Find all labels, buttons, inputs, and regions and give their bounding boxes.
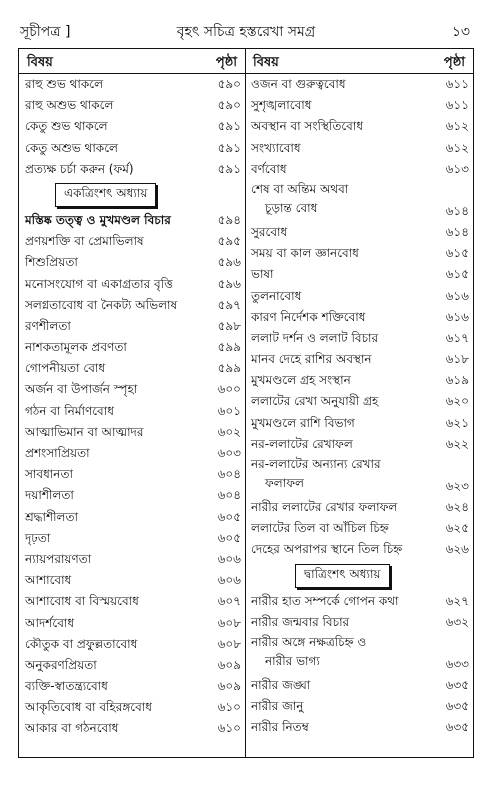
topic-line-continued: ফলাফল <box>265 476 304 490</box>
list-item <box>245 243 473 264</box>
list-item <box>19 116 245 137</box>
topic-text: মানব দেহে রাশির অবস্থান <box>251 352 372 367</box>
topic-text: নারীর জানু <box>251 699 304 714</box>
page-ref: ৬০৯ <box>217 679 241 694</box>
page-ref: ৬০৬ <box>217 573 241 588</box>
page-ref: ৬২৪ <box>445 500 469 514</box>
page-ref: ৫৯৫ <box>217 234 241 249</box>
page-ref: ৬০৪ <box>217 488 241 503</box>
list-item <box>245 74 473 95</box>
topic-text: নারীর জঙ্ঘা <box>251 677 311 692</box>
list-item <box>19 528 245 549</box>
page-ref: ৫৯১ <box>217 161 241 176</box>
page-ref: ৬১৯ <box>445 373 469 388</box>
list-item <box>245 159 473 180</box>
page-ref: ৫৯৬ <box>217 255 241 270</box>
page-ref: ৬১৩ <box>445 161 469 176</box>
page-ref: ৬১৪ <box>445 203 469 218</box>
topic-text: প্রণয়শক্তি বা প্রেমাভিলাষ <box>25 234 144 249</box>
topic-text: নাশকতামূলক প্রবণতা <box>25 340 127 355</box>
topic-text: সংখ্যাবোধ <box>251 140 301 155</box>
chapter-heading: দ্বাত্রিংশৎ অধ্যায় <box>295 564 390 588</box>
topic-text <box>251 180 348 218</box>
topic-line: নর-ললাটের অন্যান্য রেখার <box>251 457 381 471</box>
page-ref: ৬১১ <box>445 77 469 91</box>
topic-line-continued: চূড়ান্ত বোধ <box>265 200 318 215</box>
topic-text: তুলনাবোধ <box>251 288 302 303</box>
list-item <box>19 591 245 612</box>
topic-text: ব্যক্তি-স্বাতন্ত্র্যবোধ <box>25 679 108 694</box>
topic-text: আকৃতিবোধ বা বহিরঙ্গবোধ <box>25 700 153 715</box>
topic-text: মস্তিষ্ক তত্ত্ব ও মুখমণ্ডল বিচার <box>25 212 171 227</box>
topic-text: ললাটের তিল বা আঁচিল চিহ্ন <box>251 521 389 536</box>
list-item <box>245 518 473 539</box>
page-ref: ৬০০ <box>217 382 241 397</box>
list-item <box>19 295 245 316</box>
topic-text: কারণ নির্দেশক শক্তিবোধ <box>251 309 366 324</box>
topic-text: আদর্শবোধ <box>25 615 75 630</box>
page-ref: ৬২৫ <box>445 521 469 536</box>
page-ref: ৬১৭ <box>445 330 469 345</box>
right-column-header <box>245 49 473 74</box>
list-item <box>245 391 473 412</box>
topic-text: গঠন বা নির্মাণবোধ <box>25 403 114 418</box>
right-rows <box>245 74 473 739</box>
list-item <box>245 349 473 370</box>
page-ref: ৬২৬ <box>445 542 469 557</box>
page-ref: ৬৩৩ <box>445 656 469 671</box>
topic-text: সুরবোধ <box>251 224 288 239</box>
page-ref: ৬০২ <box>217 424 241 439</box>
page-ref: ৬০৩ <box>217 446 241 460</box>
list-item <box>19 138 245 159</box>
topic-text: কেতু শুভ থাকলে <box>25 119 108 134</box>
page-ref: ৫৯০ <box>217 77 241 91</box>
page-ref: ৬১৫ <box>445 267 469 282</box>
list-item <box>245 370 473 391</box>
book-title: বৃহৎ সচিত্র হস্তরেখা সমগ্র <box>176 24 316 40</box>
contents-table <box>18 48 474 758</box>
chapter-heading-row <box>19 180 245 210</box>
page-ref: ৬৩৫ <box>445 699 469 714</box>
list-item <box>19 485 245 506</box>
topic-text: নারীর ললাটের রেখার ফলাফল <box>251 500 398 514</box>
page-ref: ৬১৮ <box>445 352 469 367</box>
page-number: ১৩ <box>451 24 470 40</box>
list-item <box>245 612 473 633</box>
page-ref: ৬১২ <box>445 119 469 134</box>
topic-text: সুশৃঙ্খলাবোধ <box>251 98 312 113</box>
topic-text: শ্রদ্ধাশীলতা <box>25 509 78 524</box>
topic-text: মুখমণ্ডলে গ্রহ সংস্থান <box>251 373 351 388</box>
topic-text: দেহের অপরাপর স্থানে তিল চিহ্ন <box>251 542 403 557</box>
list-item <box>19 634 245 655</box>
page-ref: ৫৯১ <box>217 119 241 134</box>
topic-text: কৌতুক বা প্রফুল্লতাবোধ <box>25 636 138 651</box>
topic-header: বিষয় <box>27 55 53 70</box>
topic-text: ন্যায়পরায়ণতা <box>25 551 92 566</box>
list-item <box>19 613 245 634</box>
topic-text: সময় বা কাল জ্ঞানবোধ <box>251 246 359 261</box>
list-item <box>245 307 473 328</box>
topic-text: রাহু শুভ থাকলে <box>25 77 104 91</box>
topic-text: অবস্থান বা সংস্থিতিবোধ <box>251 119 364 134</box>
list-item <box>245 95 473 116</box>
list-item <box>245 413 473 434</box>
page-ref: ৬১৬ <box>445 288 469 303</box>
chapter-heading-row <box>245 561 473 591</box>
topic-header: বিষয় <box>253 55 279 70</box>
left-column-header <box>19 49 245 74</box>
page-ref: ৬০৬ <box>217 551 241 566</box>
page-ref: ৫৯৪ <box>217 212 241 227</box>
list-item <box>19 231 245 252</box>
page-ref: ৫৯৯ <box>217 361 241 376</box>
page-ref: ৬১৫ <box>445 246 469 261</box>
topic-text: বর্ণবোধ <box>251 161 287 176</box>
topic-text <box>251 633 366 671</box>
page-ref: ৬০৪ <box>217 467 241 482</box>
list-item <box>245 116 473 137</box>
topic-text: সাবধানতা <box>25 467 73 482</box>
page-header-label: পৃষ্ঠা <box>215 55 237 70</box>
list-item <box>245 696 473 717</box>
list-item <box>19 159 245 180</box>
list-item <box>19 570 245 591</box>
topic-text: সলগ্নতাবোধ বা নৈকট্য অভিলাষ <box>25 297 178 312</box>
topic-text: প্রত্যক্ষ চর্চা করুন (ফর্ম) <box>25 161 134 176</box>
page-ref: ৬০৭ <box>217 594 241 609</box>
page-ref: ৬১০ <box>217 721 241 736</box>
topic-text: আশাবোধ <box>25 573 72 588</box>
topic-text: আকার বা গঠনবোধ <box>25 721 119 736</box>
list-item <box>245 138 473 159</box>
page-ref: ৬২১ <box>445 415 469 430</box>
section-label: সূচীপত্র ] <box>20 24 71 40</box>
topic-text: রণশীলতা <box>25 318 71 333</box>
page-ref: ৫৯৯ <box>217 340 241 355</box>
page-ref: ৬৩৫ <box>445 720 469 735</box>
page-ref: ৫৯৬ <box>217 276 241 291</box>
page-ref: ৬২৩ <box>445 479 469 493</box>
left-column <box>19 49 246 757</box>
list-item <box>245 717 473 738</box>
page-ref: ৬১২ <box>445 140 469 155</box>
list-item <box>19 507 245 528</box>
page-ref: ৫৯৭ <box>217 297 241 312</box>
page-ref: ৫৯৮ <box>217 318 241 333</box>
list-item <box>19 252 245 273</box>
list-item <box>245 539 473 560</box>
page-ref: ৬১৬ <box>445 309 469 324</box>
page-ref: ৬০৫ <box>217 530 241 545</box>
page-ref: ৬০৮ <box>217 615 241 630</box>
list-item <box>245 675 473 696</box>
page-ref: ৬১০ <box>217 700 241 715</box>
list-item <box>245 633 473 675</box>
topic-text: নারীর নিতম্ব <box>251 720 309 735</box>
topic-text <box>251 455 381 493</box>
page-ref: ৬২২ <box>445 436 469 451</box>
topic-text: কেতু অশুভ থাকলে <box>25 140 118 155</box>
list-item <box>19 422 245 443</box>
list-item <box>19 358 245 379</box>
list-item <box>19 655 245 676</box>
chapter-heading: একত্রিংশৎ অধ্যায় <box>55 183 156 207</box>
topic-text: দৃঢ়তা <box>25 530 51 545</box>
page-ref: ৬৩৫ <box>445 677 469 692</box>
list-item <box>245 455 473 497</box>
topic-text: ললাটের রেখা অনুযায়ী গ্রহ <box>251 394 379 409</box>
page-ref: ৬০৮ <box>217 636 241 651</box>
list-item <box>19 210 245 231</box>
list-item <box>245 591 473 612</box>
topic-text: আশাবোধ বা বিস্ময়বোধ <box>25 594 139 609</box>
right-column <box>245 49 473 757</box>
topic-text: মনোসংযোগ বা একাগ্রতার বৃত্তি <box>25 276 173 291</box>
left-rows <box>19 74 245 740</box>
topic-text: নারীর হাত সম্পর্কে গোপন কথা <box>251 593 399 608</box>
list-item <box>19 316 245 337</box>
list-item <box>19 443 245 464</box>
list-item <box>19 379 245 400</box>
list-item <box>19 274 245 295</box>
list-item <box>19 95 245 116</box>
topic-text: শিশুপ্রিয়তা <box>25 255 78 270</box>
topic-text: ললাট দর্শন ও ললাট বিচার <box>251 330 379 345</box>
list-item <box>19 74 245 95</box>
page-ref: ৬০১ <box>217 403 241 418</box>
topic-text: নর-ললাটের রেখাফল <box>251 436 353 451</box>
page-ref: ৫৯১ <box>217 140 241 155</box>
list-item <box>245 328 473 349</box>
page-ref: ৬০৯ <box>217 657 241 672</box>
page-ref: ৬২৭ <box>445 593 469 608</box>
page-ref: ৬১১ <box>445 98 469 113</box>
list-item <box>19 697 245 718</box>
topic-text: রাহু অশুভ থাকলে <box>25 98 114 113</box>
page-header-label: পৃষ্ঠা <box>443 55 465 70</box>
list-item <box>245 434 473 455</box>
list-item <box>245 222 473 243</box>
page-ref: ৬১৪ <box>445 224 469 239</box>
list-item <box>19 401 245 422</box>
list-item <box>19 718 245 739</box>
topic-text: দয়াশীলতা <box>25 488 74 503</box>
list-item <box>245 497 473 518</box>
page-ref: ৫৯০ <box>217 98 241 113</box>
topic-text: আত্মাভিমান বা আত্মাদর <box>25 424 144 439</box>
topic-text: ভাষা <box>251 267 274 282</box>
list-item <box>19 337 245 358</box>
topic-line: নারীর অঙ্গে নক্ষত্রচিহ্ন ও <box>251 634 367 649</box>
topic-text: অনুকরণপ্রিয়তা <box>25 657 97 672</box>
page-header <box>18 16 474 44</box>
topic-line-continued: নারীর ভাগ্য <box>265 653 320 668</box>
topic-text: নারীর জন্মবার বিচার <box>251 614 350 629</box>
list-item <box>19 464 245 485</box>
list-item <box>245 264 473 285</box>
topic-line: শেষ বা অন্তিম অথবা <box>251 181 349 196</box>
topic-text: মুখমণ্ডলে রাশি বিভাগ <box>251 415 355 430</box>
topic-text: ওজন বা গুরুত্ববোধ <box>251 77 346 91</box>
list-item <box>19 676 245 697</box>
topic-text: গোপনীয়তা বোধ <box>25 361 106 376</box>
list-item <box>19 549 245 570</box>
topic-text: অর্জন বা উপার্জন স্পৃহা <box>25 382 138 397</box>
page-ref: ৬০৫ <box>217 509 241 524</box>
topic-text: প্রশংসাপ্রিয়তা <box>25 446 90 460</box>
page-ref: ৬২০ <box>445 394 469 409</box>
page-ref: ৬৩২ <box>445 614 469 629</box>
list-item <box>245 180 473 222</box>
list-item <box>245 286 473 307</box>
